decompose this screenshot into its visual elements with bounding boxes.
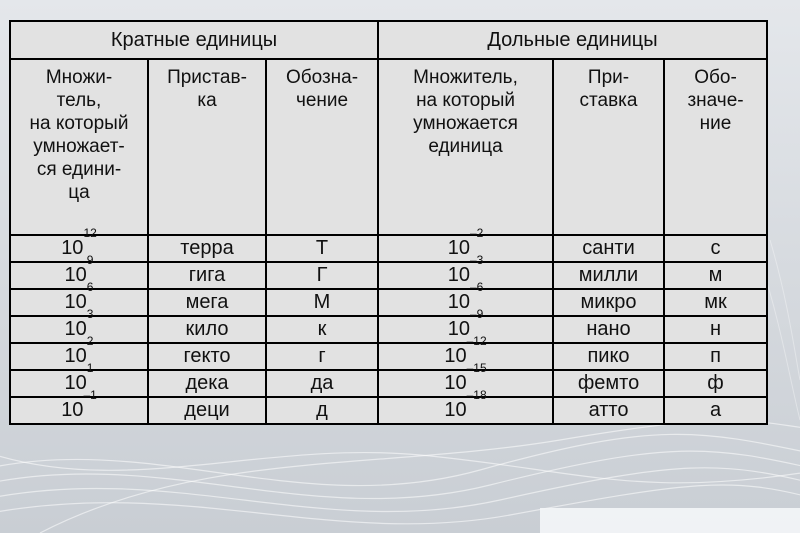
fraction-prefix-cell: санти	[553, 235, 664, 262]
fraction-multiplier-cell: $10^{-15}$	[378, 370, 553, 397]
prefix-cell: гекто	[148, 343, 266, 370]
prefix-cell: мега	[148, 289, 266, 316]
table-row	[10, 397, 767, 424]
fraction-prefix-cell: микро	[553, 289, 664, 316]
prefix-header-right-label: При- ставка	[579, 67, 638, 111]
fraction-symbol-cell: ф	[664, 370, 767, 397]
multiple-units-header: Кратные единицы	[10, 21, 378, 59]
symbol-header-right-label: Обо- значе- ние	[687, 67, 744, 134]
fraction-prefix-cell: нано	[553, 316, 664, 343]
symbol-cell: д	[266, 397, 378, 424]
multiplier-header-right	[378, 59, 553, 235]
multiplier-cell: $10^{12}$	[10, 235, 148, 262]
multiplier-cell: $10^{-1}$	[10, 397, 148, 424]
symbol-cell: г	[266, 343, 378, 370]
fraction-multiplier-cell: $10^{-18}$	[378, 397, 553, 424]
prefix-cell: терра	[148, 235, 266, 262]
prefix-cell: дека	[148, 370, 266, 397]
prefix-header-left	[148, 59, 266, 235]
symbol-cell: М	[266, 289, 378, 316]
table-row	[10, 235, 767, 262]
multiplier-header-right-label: Множитель, на который умножается единица	[413, 67, 518, 157]
fraction-prefix-cell: пико	[553, 343, 664, 370]
fraction-symbol-cell: мк	[664, 289, 767, 316]
fraction-symbol-cell: м	[664, 262, 767, 289]
table-row	[10, 289, 767, 316]
fraction-prefix-cell: атто	[553, 397, 664, 424]
multiplier-cell: $10^3$	[10, 316, 148, 343]
symbol-cell: Г	[266, 262, 378, 289]
multiplier-cell: $10^9$	[10, 262, 148, 289]
fraction-symbol-cell: с	[664, 235, 767, 262]
fraction-prefix-cell: фемто	[553, 370, 664, 397]
multiplier-header-left-label: Множи- тель, на который умножает- ся едини- ца	[29, 67, 129, 203]
symbol-cell: Т	[266, 235, 378, 262]
table-row	[10, 316, 767, 343]
prefix-header-left-label: Пристав- ка	[167, 67, 247, 111]
fraction-symbol-cell: п	[664, 343, 767, 370]
symbol-header-right	[664, 59, 767, 235]
table-row	[10, 343, 767, 370]
group-header-row	[10, 21, 767, 59]
table-row	[10, 262, 767, 289]
prefix-cell: кило	[148, 316, 266, 343]
fraction-symbol-cell: н	[664, 316, 767, 343]
fraction-multiplier-cell: $10^{-3}$	[378, 262, 553, 289]
symbol-header-left-label: Обозна- чение	[285, 67, 359, 111]
prefix-cell: гига	[148, 262, 266, 289]
fractional-units-header: Дольные единицы	[378, 21, 767, 59]
symbol-header-left	[266, 59, 378, 235]
fraction-multiplier-cell: $10^{-9}$	[378, 316, 553, 343]
prefix-cell: деци	[148, 397, 266, 424]
fraction-symbol-cell: а	[664, 397, 767, 424]
symbol-cell: к	[266, 316, 378, 343]
prefix-header-right	[553, 59, 664, 235]
multiplier-cell: $10^6$	[10, 289, 148, 316]
fraction-multiplier-cell: $10^{-6}$	[378, 289, 553, 316]
multiplier-cell: $10^2$	[10, 343, 148, 370]
symbol-cell: да	[266, 370, 378, 397]
multiplier-header-left	[10, 59, 148, 235]
table-row	[10, 370, 767, 397]
fraction-prefix-cell: милли	[553, 262, 664, 289]
si-prefixes-table	[9, 20, 768, 425]
fraction-multiplier-cell: $10^{-2}$	[378, 235, 553, 262]
multiplier-cell: $10^1$	[10, 370, 148, 397]
fraction-multiplier-cell: $10^{-12}$	[378, 343, 553, 370]
column-header-row	[10, 59, 767, 235]
